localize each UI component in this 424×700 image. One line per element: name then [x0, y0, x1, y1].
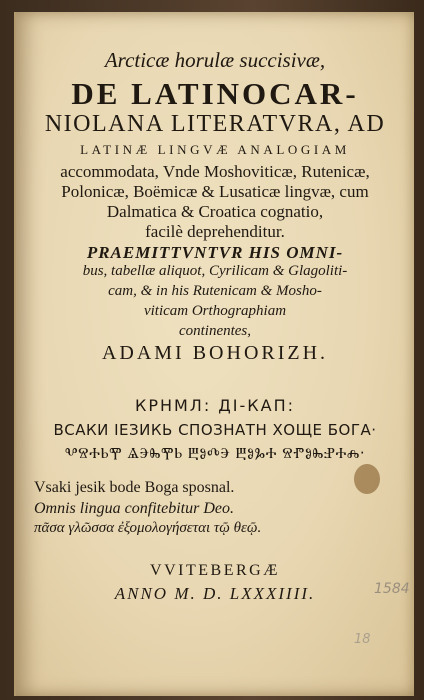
- slovene-motto: Vsaki jesik bode Boga sposnal.: [34, 479, 235, 496]
- main-title-line: DE LATINOCAR-: [71, 76, 359, 111]
- preface-line-2: cam, & in his Rutenicam & Mosho-: [108, 283, 322, 299]
- description-line-3: Dalmatica & Croatica cognatio,: [106, 202, 324, 221]
- preface-heading: PRAEMITTVNTVR HIS OMNI-: [86, 243, 344, 262]
- description-line-1: accommodata, Vnde Moshoviticæ, Rutenicæ,: [60, 162, 370, 181]
- pencil-annotation-mark: 18: [354, 632, 371, 647]
- pencil-annotation-year: 1584: [374, 581, 410, 597]
- latin-motto: Omnis lingua confitebitur Deo.: [34, 500, 234, 517]
- imprint-place: VVITEBERGÆ: [150, 562, 280, 579]
- greek-motto: πᾶσα γλῶσσα ἐξομολογήσεται τῷ θεῷ.: [34, 520, 262, 536]
- title-page: [14, 12, 414, 696]
- preface-line-4: continentes,: [178, 323, 252, 339]
- preface-line-1: bus, tabellæ aliquot, Cyrilicam & Glagoliti-: [82, 263, 348, 279]
- description-line-2: Polonicæ, Boëmicæ & Lusaticæ lingvæ, cum: [61, 182, 369, 201]
- author-name: ADAMI BOHORIZH.: [101, 342, 329, 364]
- title-line-3: LATINÆ LINGVÆ ANALOGIAM: [80, 142, 350, 157]
- imprint-date: ANNO M. D. LXXXIIII.: [114, 584, 316, 603]
- main-title-line-2: NIOLANA LITERATVRA, AD: [44, 111, 386, 137]
- description-line-4: facilè deprehenditur.: [145, 222, 285, 241]
- subtitle-line: Arcticæ horulæ succisivæ,: [104, 48, 326, 72]
- cyrillic-heading: КРНМЛ: ДІ-КАП:: [134, 396, 296, 415]
- glagolitic-text-line: ⰂⰔⰀⰓⰉ ⰡⰅⰈⰉⰓ ⰁⰑⰄⰅ ⰁⰑⰃⰀ ⰔⰒⰑⰈⰐⰀⰎ·: [64, 444, 366, 462]
- cyrillic-text-line: ВСАКИ ІЕЗИКЬ СПОЗНАТН ХОЩЕ БОГА·: [53, 421, 377, 439]
- preface-line-3: viticam Orthographiam: [143, 303, 287, 319]
- ink-stain: [354, 464, 380, 494]
